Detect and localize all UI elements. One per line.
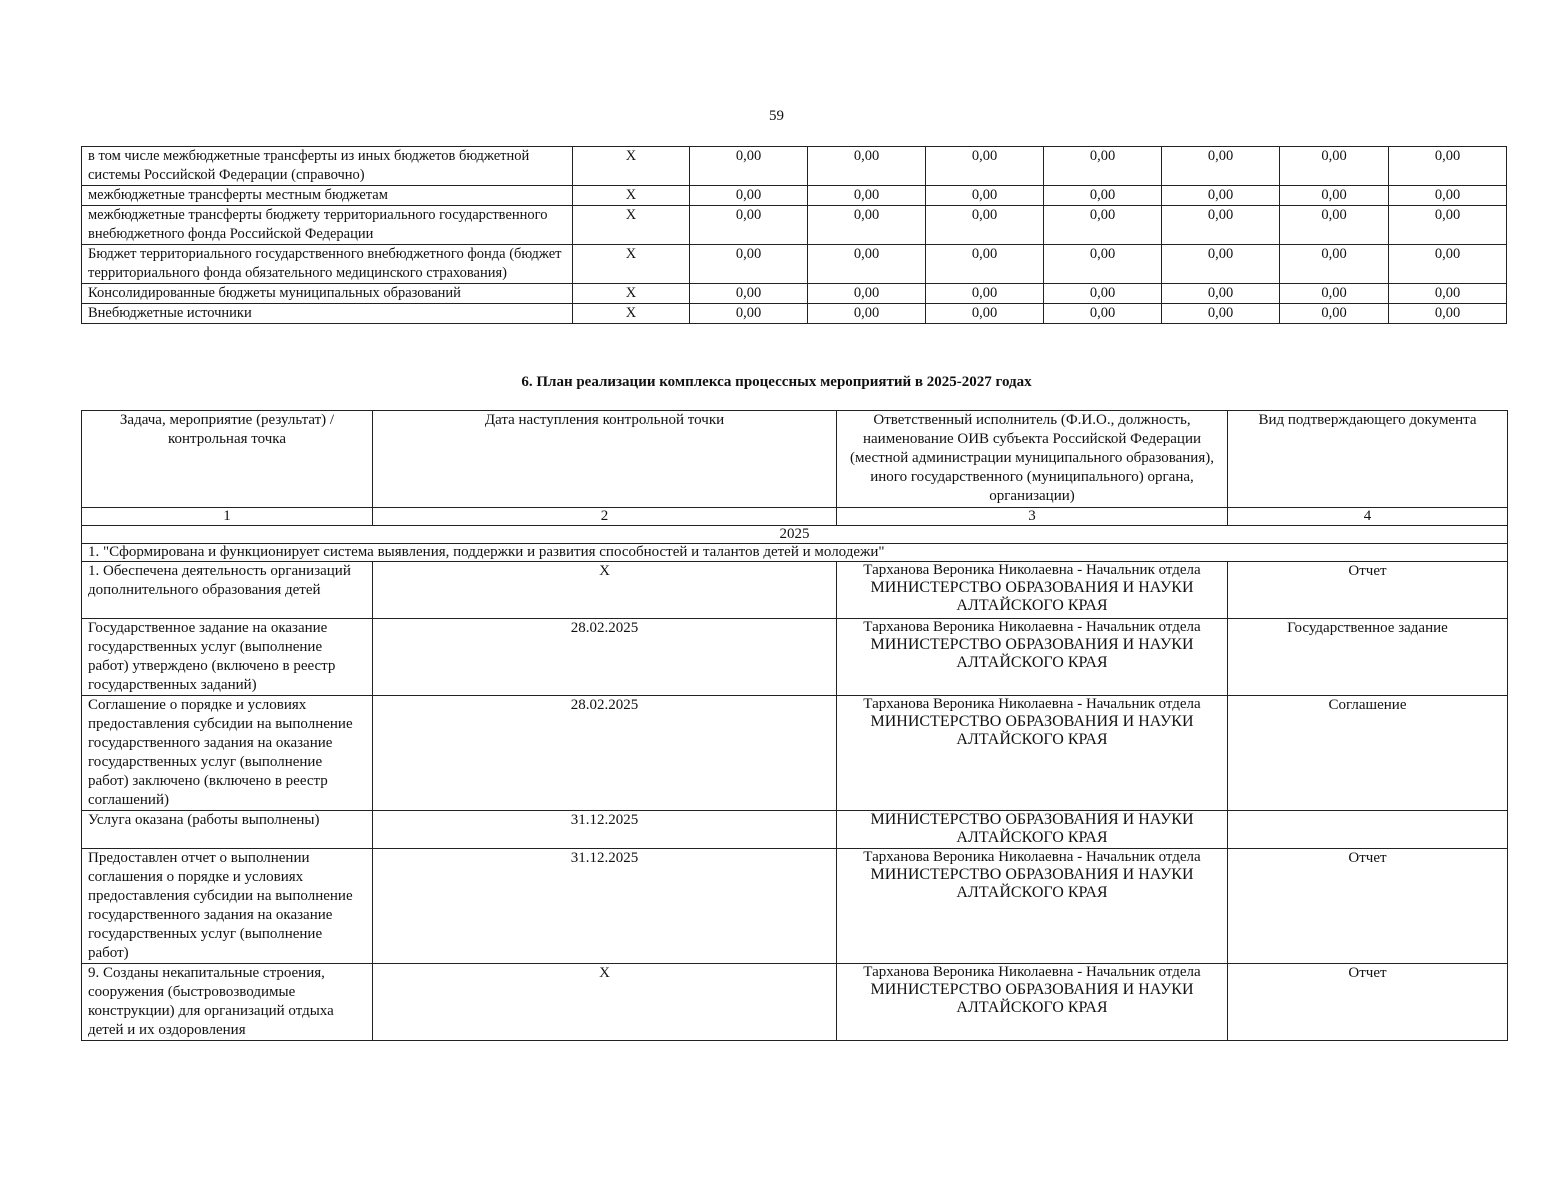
- plan-header-row: [82, 411, 1508, 508]
- finance-row-x: X: [573, 304, 690, 324]
- finance-row: [82, 304, 1507, 324]
- column-number: 4: [1228, 508, 1508, 526]
- finance-value: 0,00: [808, 186, 926, 206]
- finance-row: [82, 284, 1507, 304]
- responsible-organization: МИНИСТЕРСТВО ОБРАЗОВАНИЯ И НАУКИ АЛТАЙСКОГО КРАЯ: [870, 713, 1194, 748]
- finance-value: 0,00: [1044, 245, 1162, 284]
- plan-responsible: [837, 964, 1228, 1041]
- finance-row: [82, 186, 1507, 206]
- responsible-person: Тарханова Вероника Николаевна - Начальник отдела: [863, 562, 1201, 578]
- finance-value: 0,00: [926, 284, 1044, 304]
- plan-row: [82, 811, 1508, 849]
- finance-row-name: межбюджетные трансферты бюджету территориального государственного внебюджетного фонда Российской Федерации: [82, 206, 573, 245]
- finance-value: 0,00: [1044, 304, 1162, 324]
- page-number: 59: [769, 108, 784, 124]
- plan-date: 28.02.2025: [373, 696, 837, 811]
- finance-value: 0,00: [808, 245, 926, 284]
- financing-table: [81, 146, 1507, 324]
- finance-row-x: X: [573, 284, 690, 304]
- responsible-organization: МИНИСТЕРСТВО ОБРАЗОВАНИЯ И НАУКИ АЛТАЙСКОГО КРАЯ: [870, 866, 1194, 901]
- finance-value: 0,00: [1162, 186, 1280, 206]
- finance-value: 0,00: [690, 245, 808, 284]
- year-row: [82, 526, 1508, 544]
- responsible-person: Тарханова Вероника Николаевна - Начальник отдела: [863, 849, 1201, 865]
- plan-document: Государственное задание: [1228, 619, 1508, 696]
- plan-date: X: [373, 562, 837, 619]
- task-label: 1. "Сформирована и функционирует система выявления, поддержки и развития способностей и талантов детей и молодежи": [82, 544, 1508, 562]
- finance-value: 0,00: [926, 186, 1044, 206]
- plan-item: Государственное задание на оказание государственных услуг (выполнение работ) утверждено (включено в реестр государственных заданий): [82, 619, 373, 696]
- finance-value: 0,00: [1044, 147, 1162, 186]
- plan-date: 31.12.2025: [373, 811, 837, 849]
- finance-value: 0,00: [690, 186, 808, 206]
- finance-value: 0,00: [808, 284, 926, 304]
- header-date: Дата наступления контрольной точки: [373, 411, 837, 508]
- finance-row-name: в том числе межбюджетные трансферты из иных бюджетов бюджетной системы Российской Федерации (справочно): [82, 147, 573, 186]
- finance-value: 0,00: [1280, 245, 1389, 284]
- responsible-organization: МИНИСТЕРСТВО ОБРАЗОВАНИЯ И НАУКИ АЛТАЙСКОГО КРАЯ: [870, 811, 1194, 846]
- plan-document: Отчет: [1228, 964, 1508, 1041]
- header-document: Вид подтверждающего документа: [1228, 411, 1508, 508]
- finance-value: 0,00: [1162, 245, 1280, 284]
- plan-responsible: [837, 696, 1228, 811]
- finance-row-name: Бюджет территориального государственного внебюджетного фонда (бюджет территориального фонда обязательного медицинского страхования): [82, 245, 573, 284]
- finance-value: 0,00: [808, 206, 926, 245]
- responsible-person: Тарханова Вероника Николаевна - Начальник отдела: [863, 619, 1201, 635]
- finance-value: 0,00: [926, 304, 1044, 324]
- finance-value: 0,00: [1044, 284, 1162, 304]
- finance-value: 0,00: [1389, 284, 1507, 304]
- plan-row: [82, 696, 1508, 811]
- finance-value: 0,00: [690, 147, 808, 186]
- finance-value: 0,00: [690, 304, 808, 324]
- plan-item: 1. Обеспечена деятельность организаций дополнительного образования детей: [82, 562, 373, 619]
- plan-date: 31.12.2025: [373, 849, 837, 964]
- finance-value: 0,00: [1162, 206, 1280, 245]
- plan-responsible: [837, 619, 1228, 696]
- plan-table: [81, 410, 1508, 1041]
- plan-item: Предоставлен отчет о выполнении соглашения о порядке и условиях предоставления субсидии на выполнение государственного задания на оказание государственных услуг (выполнение работ): [82, 849, 373, 964]
- column-numbers-row: [82, 508, 1508, 526]
- column-number: 1: [82, 508, 373, 526]
- responsible-person: Тарханова Вероника Николаевна - Начальник отдела: [863, 696, 1201, 712]
- finance-row: [82, 245, 1507, 284]
- finance-value: 0,00: [690, 284, 808, 304]
- finance-value: 0,00: [1162, 304, 1280, 324]
- finance-value: 0,00: [808, 304, 926, 324]
- finance-value: 0,00: [1389, 186, 1507, 206]
- plan-responsible: [837, 562, 1228, 619]
- finance-value: 0,00: [1280, 206, 1389, 245]
- plan-responsible: [837, 811, 1228, 849]
- responsible-person: Тарханова Вероника Николаевна - Начальник отдела: [863, 964, 1201, 980]
- header-responsible: Ответственный исполнитель (Ф.И.О., должность, наименование ОИВ субъекта Российской Федерации (местной администрации муниципального образования), иного государственного (муниципального) органа, организации): [837, 411, 1228, 508]
- finance-value: 0,00: [926, 206, 1044, 245]
- plan-item: 9. Созданы некапитальные строения, сооружения (быстровозводимые конструкции) для организаций отдыха детей и их оздоровления: [82, 964, 373, 1041]
- finance-row-name: Консолидированные бюджеты муниципальных образований: [82, 284, 573, 304]
- section-title: 6. План реализации комплекса процессных мероприятий в 2025-2027 годах: [521, 374, 1032, 390]
- finance-value: 0,00: [926, 147, 1044, 186]
- finance-row-x: X: [573, 245, 690, 284]
- finance-value: 0,00: [1280, 186, 1389, 206]
- finance-value: 0,00: [926, 245, 1044, 284]
- plan-date: X: [373, 964, 837, 1041]
- finance-value: 0,00: [1280, 147, 1389, 186]
- finance-value: 0,00: [1280, 284, 1389, 304]
- finance-row: [82, 147, 1507, 186]
- column-number: 3: [837, 508, 1228, 526]
- year-label: 2025: [82, 526, 1508, 544]
- column-number: 2: [373, 508, 837, 526]
- finance-value: 0,00: [1044, 206, 1162, 245]
- finance-value: 0,00: [1389, 206, 1507, 245]
- finance-value: 0,00: [808, 147, 926, 186]
- finance-value: 0,00: [1162, 147, 1280, 186]
- plan-row: [82, 964, 1508, 1041]
- plan-document: Соглашение: [1228, 696, 1508, 811]
- finance-value: 0,00: [1280, 304, 1389, 324]
- plan-row: [82, 619, 1508, 696]
- finance-row-x: X: [573, 186, 690, 206]
- plan-document: Отчет: [1228, 562, 1508, 619]
- finance-row-name: межбюджетные трансферты местным бюджетам: [82, 186, 573, 206]
- plan-item: Соглашение о порядке и условиях предоставления субсидии на выполнение государственного задания на оказание государственных услуг (выполнение работ) заключено (включено в реестр соглашений): [82, 696, 373, 811]
- finance-value: 0,00: [1389, 245, 1507, 284]
- plan-row: [82, 849, 1508, 964]
- plan-date: 28.02.2025: [373, 619, 837, 696]
- plan-responsible: [837, 849, 1228, 964]
- responsible-organization: МИНИСТЕРСТВО ОБРАЗОВАНИЯ И НАУКИ АЛТАЙСКОГО КРАЯ: [870, 579, 1194, 614]
- plan-document: [1228, 811, 1508, 849]
- plan-document: Отчет: [1228, 849, 1508, 964]
- finance-row-name: Внебюджетные источники: [82, 304, 573, 324]
- plan-item: Услуга оказана (работы выполнены): [82, 811, 373, 849]
- finance-value: 0,00: [1044, 186, 1162, 206]
- finance-value: 0,00: [1389, 304, 1507, 324]
- header-task: Задача, мероприятие (результат) / контрольная точка: [82, 411, 373, 508]
- finance-value: 0,00: [1389, 147, 1507, 186]
- finance-row-x: X: [573, 147, 690, 186]
- finance-row: [82, 206, 1507, 245]
- plan-row: [82, 562, 1508, 619]
- finance-row-x: X: [573, 206, 690, 245]
- finance-value: 0,00: [690, 206, 808, 245]
- responsible-organization: МИНИСТЕРСТВО ОБРАЗОВАНИЯ И НАУКИ АЛТАЙСКОГО КРАЯ: [870, 981, 1194, 1016]
- responsible-organization: МИНИСТЕРСТВО ОБРАЗОВАНИЯ И НАУКИ АЛТАЙСКОГО КРАЯ: [870, 636, 1194, 671]
- finance-value: 0,00: [1162, 284, 1280, 304]
- task-row: [82, 544, 1508, 562]
